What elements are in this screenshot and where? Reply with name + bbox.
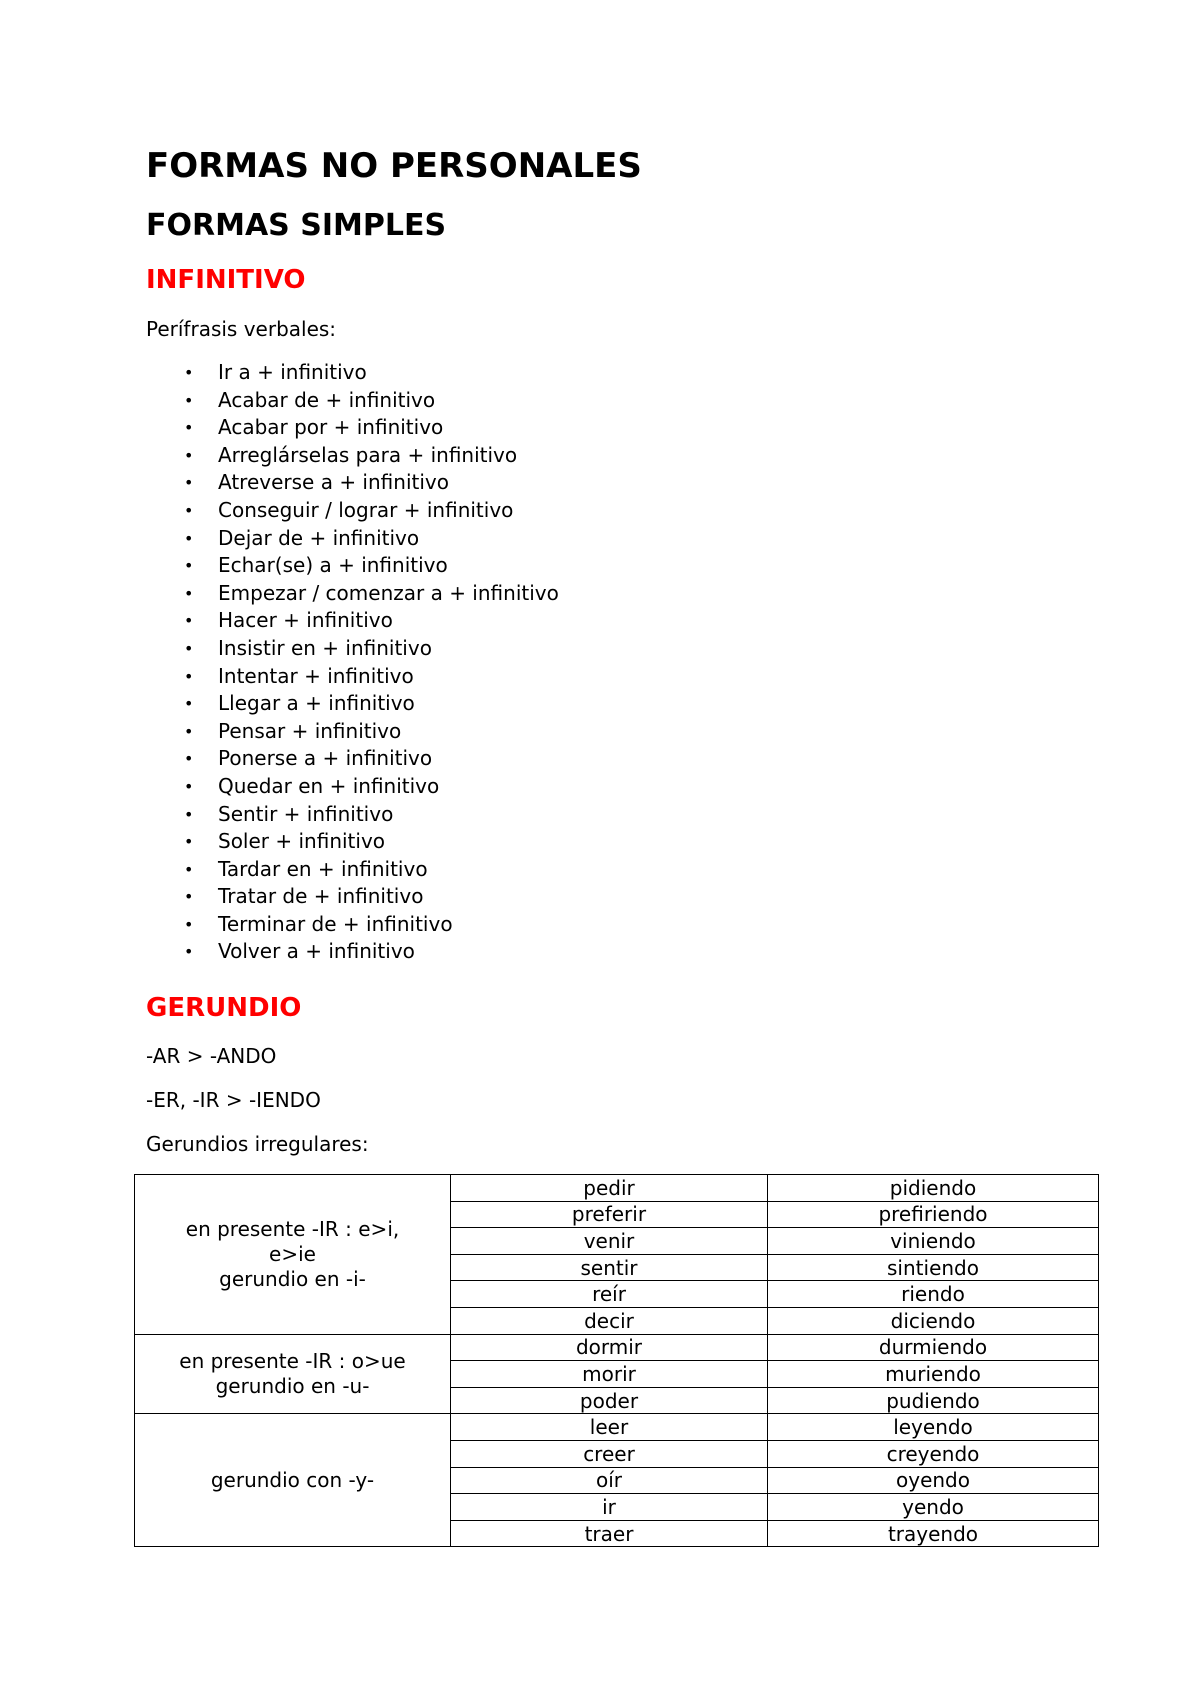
table-row <box>135 1334 1099 1361</box>
list-item-text: Sentir + infinitivo <box>218 801 394 826</box>
gerund-cell: diciendo <box>768 1307 1099 1334</box>
bullet-icon: • <box>184 666 194 686</box>
rule-er-ir: -ER, -IR > -IENDO <box>146 1088 321 1112</box>
bullet-icon: • <box>184 445 194 465</box>
bullet-icon: • <box>184 418 194 438</box>
gerund-cell: pudiendo <box>768 1387 1099 1414</box>
group-label-cell <box>135 1175 451 1335</box>
infinitivo-heading: INFINITIVO <box>146 265 306 295</box>
list-item-text: Conseguir / lograr + infinitivo <box>218 497 514 522</box>
section-title: FORMAS SIMPLES <box>146 208 447 243</box>
list-item-text: Empezar / comenzar a + infinitivo <box>218 580 559 605</box>
table-row <box>135 1414 1099 1441</box>
bullet-icon: • <box>184 859 194 879</box>
list-item-text: Hacer + infinitivo <box>218 608 393 633</box>
bullet-icon: • <box>184 583 194 603</box>
bullet-icon: • <box>184 832 194 852</box>
list-item-text: Ir a + infinitivo <box>218 360 367 384</box>
list-item-text: Echar(se) a + infinitivo <box>218 553 448 578</box>
bullet-icon: • <box>184 804 194 824</box>
bullet-icon: • <box>184 721 194 741</box>
document-title: FORMAS NO PERSONALES <box>146 146 642 186</box>
group-label-cell <box>135 1414 451 1547</box>
infinitive-cell: reír <box>451 1281 768 1308</box>
list-item-text: Llegar a + infinitivo <box>218 691 415 716</box>
group-label-line: en presente -IR : e>i, <box>185 1216 400 1241</box>
infinitive-cell: morir <box>451 1361 768 1388</box>
bullet-icon: • <box>184 776 194 796</box>
list-item-text: Insistir en + infinitivo <box>218 635 432 660</box>
infinitive-cell: ir <box>451 1494 768 1521</box>
list-item-text: Tardar en + infinitivo <box>218 856 428 881</box>
bullet-icon: • <box>184 611 194 631</box>
bullet-icon: • <box>184 556 194 576</box>
list-item-text: Acabar de + infinitivo <box>218 387 436 412</box>
gerund-cell: leyendo <box>768 1414 1099 1441</box>
list-item-text: Soler + infinitivo <box>218 829 386 854</box>
gerund-cell: muriendo <box>768 1361 1099 1388</box>
bullet-icon: • <box>184 363 194 382</box>
infinitive-cell: decir <box>451 1307 768 1334</box>
gerund-cell: creyendo <box>768 1440 1099 1467</box>
gerund-cell: pidiendo <box>768 1175 1099 1202</box>
bullet-icon: • <box>184 528 194 548</box>
bullet-icon: • <box>184 390 194 410</box>
group-label-cell <box>135 1334 451 1414</box>
bullet-icon: • <box>184 887 194 907</box>
list-item-text: Atreverse a + infinitivo <box>218 470 449 495</box>
group-label-line: gerundio con -y- <box>210 1467 375 1492</box>
perifrasis-intro: Perífrasis verbales: <box>146 317 337 341</box>
infinitive-cell: leer <box>451 1414 768 1441</box>
gerund-cell: trayendo <box>768 1520 1099 1547</box>
gerund-cell: viniendo <box>768 1228 1099 1255</box>
bullet-icon: • <box>184 500 194 520</box>
gerund-cell: oyendo <box>768 1467 1099 1494</box>
group-label-line: gerundio en -i- <box>219 1266 366 1291</box>
bullet-icon: • <box>184 749 194 769</box>
list-item-text: Intentar + infinitivo <box>218 663 414 688</box>
table-body <box>135 1175 1099 1547</box>
list-item-text: Dejar de + infinitivo <box>218 525 420 550</box>
infinitive-cell: preferir <box>451 1201 768 1228</box>
gerundios-irregulares-table <box>134 1174 1099 1547</box>
bullet-icon: • <box>184 942 194 962</box>
bullet-icon: • <box>184 638 194 658</box>
list-item-text: Acabar por + infinitivo <box>218 415 444 440</box>
infinitive-cell: oír <box>451 1467 768 1494</box>
list-item-text: Volver a + infinitivo <box>218 939 415 964</box>
table-row <box>135 1175 1099 1202</box>
infinitive-cell: creer <box>451 1440 768 1467</box>
gerund-cell: yendo <box>768 1494 1099 1521</box>
list-item-text: Quedar en + infinitivo <box>218 773 440 798</box>
infinitive-cell: dormir <box>451 1334 768 1361</box>
list-item-text: Pensar + infinitivo <box>218 718 402 743</box>
list-item-text: Tratar de + infinitivo <box>218 884 424 909</box>
bullet-icon: • <box>184 473 194 493</box>
infinitive-cell: venir <box>451 1228 768 1255</box>
group-label-line: en presente -IR : o>ue <box>179 1348 406 1373</box>
gerund-cell: sintiendo <box>768 1254 1099 1281</box>
gerund-cell: prefiriendo <box>768 1201 1099 1228</box>
gerund-cell: durmiendo <box>768 1334 1099 1361</box>
infinitive-cell: pedir <box>451 1175 768 1202</box>
infinitive-cell: traer <box>451 1520 768 1547</box>
list-item-text: Terminar de + infinitivo <box>218 911 453 936</box>
gerund-cell: riendo <box>768 1281 1099 1308</box>
infinitive-cell: sentir <box>451 1254 768 1281</box>
group-label-line: gerundio en -u- <box>215 1373 370 1398</box>
gerundio-heading: GERUNDIO <box>146 993 302 1023</box>
bullet-icon: • <box>184 694 194 714</box>
list-item-text: Arreglárselas para + infinitivo <box>218 442 518 467</box>
irregular-intro: Gerundios irregulares: <box>146 1132 369 1156</box>
rule-ar: -AR > -ANDO <box>146 1044 277 1068</box>
list-item-text: Ponerse a + infinitivo <box>218 746 433 771</box>
infinitive-cell: poder <box>451 1387 768 1414</box>
bullet-icon: • <box>184 914 194 934</box>
group-label-line: e>ie <box>269 1241 316 1266</box>
